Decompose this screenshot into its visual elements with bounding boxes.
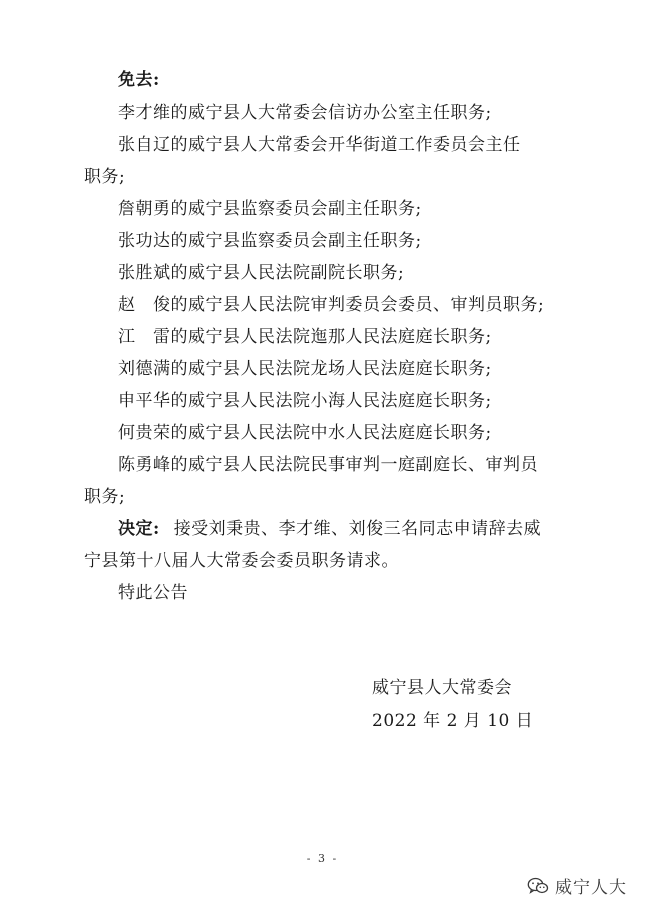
signature-date: 2022 年 2 月 10 日 — [372, 711, 534, 731]
decision-label: 决定: — [118, 519, 160, 539]
decision-text-line2: 宁县第十八届人大常委会委员职务请求。 — [84, 551, 399, 571]
page-number: - 3 - — [306, 852, 339, 865]
dismiss-item: 刘德满的威宁县人民法院龙场人民法庭庭长职务; — [118, 359, 492, 379]
dismiss-item: 李才维的威宁县人大常委会信访办公室主任职务; — [118, 103, 492, 123]
dismiss-item: 赵 俊的威宁县人民法院审判委员会委员、审判员职务; — [118, 295, 545, 315]
wechat-icon — [527, 877, 549, 895]
dismiss-heading: 免去: — [118, 70, 160, 90]
watermark-text: 威宁人大 — [555, 878, 627, 898]
dismiss-item: 何贵荣的威宁县人民法院中水人民法庭庭长职务; — [118, 423, 492, 443]
dismiss-item: 江 雷的威宁县人民法院迤那人民法庭庭长职务; — [118, 327, 492, 347]
watermark — [527, 873, 627, 898]
decision-paragraph — [118, 519, 541, 539]
dismiss-item: 张自辽的威宁县人大常委会开华街道工作委员会主任 — [118, 135, 521, 155]
dismiss-item: 张胜斌的威宁县人民法院副院长职务; — [118, 263, 405, 283]
dismiss-item: 陈勇峰的威宁县人民法院民事审判一庭副庭长、审判员 — [118, 455, 538, 475]
dismiss-item: 张功达的威宁县监察委员会副主任职务; — [118, 231, 422, 251]
dismiss-item: 詹朝勇的威宁县监察委员会副主任职务; — [118, 199, 422, 219]
closing-text: 特此公告 — [118, 583, 188, 603]
dismiss-item-continuation: 职务; — [84, 487, 126, 507]
signature-org: 威宁县人大常委会 — [372, 678, 512, 698]
dismiss-item: 申平华的威宁县人民法院小海人民法庭庭长职务; — [118, 391, 492, 411]
dismiss-item-continuation: 职务; — [84, 167, 126, 187]
decision-text-line1: 接受刘秉贵、李才维、刘俊三名同志申请辞去威 — [173, 519, 542, 539]
